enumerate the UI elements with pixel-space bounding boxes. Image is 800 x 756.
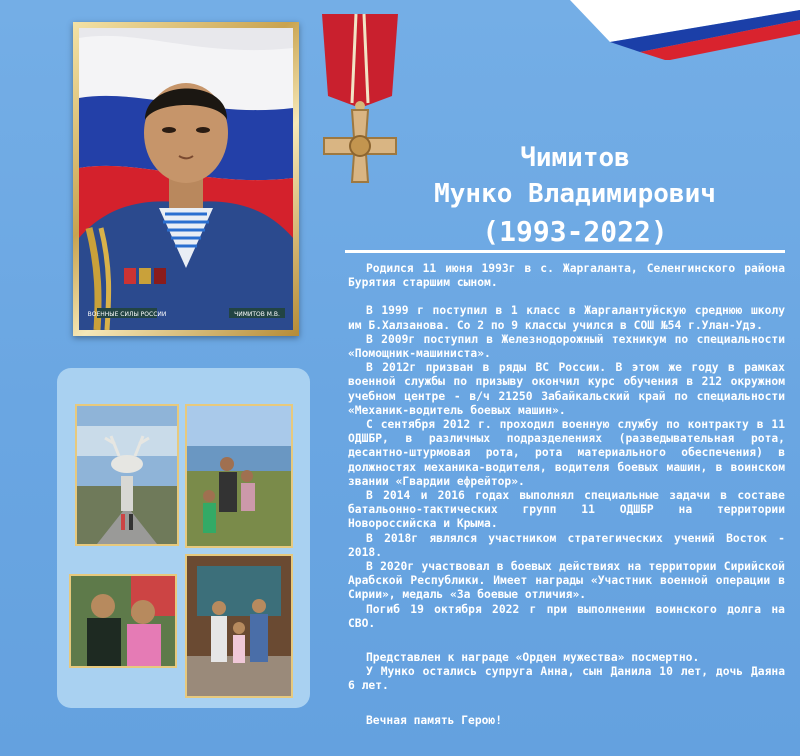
hero-surname: Чимитов	[520, 143, 630, 173]
bio-paragraph: В 2014 и 2016 годах выполнял специальные задачи в составе батальонно-тактических групп 11 ОДШБР на территории Новороссийска и Крыма.	[348, 489, 785, 531]
photo-family-lake	[185, 404, 293, 548]
bio-paragraph: В 2009г поступил в Железнодорожный техникум по специальности «Помощник-машиниста».	[348, 332, 785, 361]
bio-paragraph: Родился 11 июня 1993г в с. Жаргаланта, Селенгинского района Бурятия старшим сыном.	[348, 262, 785, 290]
bio-paragraph: В 2020г участвовал в боевых действиях на территории Сирийской Арабской Республики. Имеет награды «Участник военной операции в Сирии», медаль «За боевые отличия».	[348, 560, 785, 602]
photo-couple	[69, 574, 177, 668]
portrait-frame	[73, 22, 299, 336]
hero-years: (1993-2022)	[482, 215, 668, 248]
bio-paragraph: С сентября 2012 г. проходил военную службу по контракту в 11 ОДШБР, в различных подразделениях (разведывательная рота, десантно-штурмовая рота, рота материального обеспечения) в должностях механика-водителя, водителя боевых машин, в воинском звании «Гвардии ефрейтор».	[348, 418, 785, 488]
photo-deer-monument	[75, 404, 179, 546]
hero-name-block	[380, 140, 770, 252]
uniform-patch: ВОЕННЫЕ СИЛЫ РОССИИ	[87, 311, 167, 318]
bio-paragraph: У Мунко остались супруга Анна, сын Данила 10 лет, дочь Даяна 6 лет.	[348, 665, 785, 693]
photo-collage-panel	[57, 368, 310, 708]
bio-paragraph: В 1999 г поступил в 1 класс в Жаргалантуйскую среднюю школу им Б.Халзанова. Со 2 по 9 классы учился в СОШ №54 г.Улан-Удэ.	[348, 304, 785, 332]
bio-paragraph: Погиб 19 октября 2022 г при выполнении воинского долга на СВО.	[348, 602, 785, 630]
bio-paragraph: Представлен к награде «Орден мужества» посмертно.	[366, 651, 700, 665]
divider-line	[345, 250, 785, 253]
bio-paragraph: В 2012г призван в ряды ВС России. В этом же году в рамках военной службы по призыву окончил курс обучения в 212 окружном учебном центре - в/ч 21250 Забайкальский край по специальности «Механик-водитель боевых машин».	[348, 361, 785, 417]
hero-given-names: Мунко Владимирович	[434, 179, 716, 209]
bio-closing: Вечная память Герою!	[366, 713, 503, 727]
russian-flag-ribbon	[570, 0, 800, 60]
bio-paragraph: В 2018г являлся участником стратегических учений Восток - 2018.	[348, 531, 785, 559]
biography-text	[348, 262, 785, 728]
name-tag: ЧИМИТОВ М.В.	[234, 311, 280, 318]
photo-family-porch	[185, 554, 293, 698]
soldier-portrait	[79, 28, 293, 330]
